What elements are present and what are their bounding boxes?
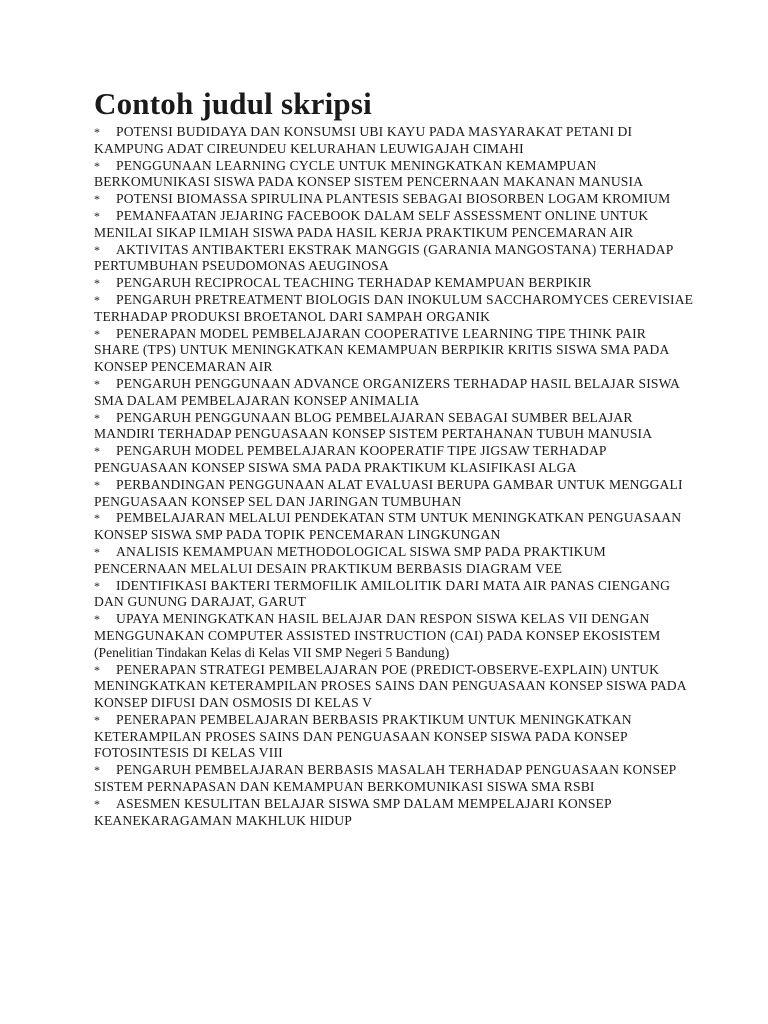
list-item: * ASESMEN KESULITAN BELAJAR SISWA SMP DALAM MEMPELAJARI KONSEP KEANEKARAGAMAN MAKHLUK HIDUP xyxy=(94,795,612,828)
bullet-star-icon: * xyxy=(94,376,101,391)
bullet-star-icon: * xyxy=(94,125,101,139)
bullet-star-icon: * xyxy=(94,158,101,173)
bullet-star-icon: * xyxy=(94,544,101,559)
bullet-star-icon: * xyxy=(94,612,101,627)
list-item: * PENGARUH PEMBELAJARAN BERBASIS MASALAH TERHADAP PENGUASAAN KONSEP SISTEM PERNAPASAN DAN KEMAMPUAN BERKOMUNIKASI SISWA SMA RSBI xyxy=(94,762,676,795)
list-item: * PENERAPAN STRATEGI PEMBELAJARAN POE (PREDICT-OBSERVE-EXPLAIN) UNTUK MENINGKATKAN KETERAMPILAN PROSES SAINS DAN PENGUASAAN KONSEP SISWA PADA KONSEP DIFUSI DAN OSMOSIS DI KELAS V xyxy=(94,661,686,711)
list-item: * PENGARUH RECIPROCAL TEACHING TERHADAP KEMAMPUAN BERPIKIR xyxy=(94,275,592,291)
list-item: * PENGARUH MODEL PEMBELAJARAN KOOPERATIF TIPE JIGSAW TERHADAP PENGUASAAN KONSEP SISWA SMA PADA PRAKTIKUM KLASIFIKASI ALGA xyxy=(94,443,607,475)
bullet-star-icon: * xyxy=(94,292,101,307)
list-item: * ANALISIS KEMAMPUAN METHODOLOGICAL SISWA SMP PADA PRAKTIKUM PENCERNAAN MELALUI DESAIN PRAKTIKUM BERBASIS DIAGRAM VEE xyxy=(94,543,606,576)
thesis-title-list xyxy=(94,124,694,829)
list-item: * POTENSI BUDIDAYA DAN KONSUMSI UBI KAYU PADA MASYARAKAT PETANI DI KAMPUNG ADAT CIREUNDEU KELURAHAN LEUWIGAJAH CIMAHI xyxy=(94,124,633,156)
list-item: * PEMANFAATAN JEJARING FACEBOOK DALAM SELF ASSESSMENT ONLINE UNTUK MENILAI SIKAP ILMIAH SISWA PADA HASIL KERJA PRAKTIKUM PENCEMARAN AIR xyxy=(94,207,649,240)
bullet-star-icon: * xyxy=(94,578,101,593)
list-item: * PENGARUH PENGGUNAAN ADVANCE ORGANIZERS TERHADAP HASIL BELAJAR SISWA SMA DALAM PEMBELAJARAN KONSEP ANIMALIA xyxy=(94,375,680,408)
bullet-star-icon: * xyxy=(94,444,101,459)
list-item: * IDENTIFIKASI BAKTERI TERMOFILIK AMILOLITIK DARI MATA AIR PANAS CIENGANG DAN GUNUNG DARAJAT, GARUT xyxy=(94,577,671,610)
list-item: * PENGARUH PRETREATMENT BIOLOGIS DAN INOKULUM SACCHAROMYCES CEREVISIAE TERHADAP PRODUKSI BROETANOL DARI SAMPAH ORGANIK xyxy=(94,291,694,324)
bullet-star-icon: * xyxy=(94,662,101,677)
page-title: Contoh judul skripsi xyxy=(94,86,372,121)
research-note: (Penelitian Tindakan Kelas di Kelas VII SMP Negeri 5 Bandung) xyxy=(94,644,450,660)
bullet-star-icon: * xyxy=(94,326,101,341)
list-item: * PENERAPAN PEMBELAJARAN BERBASIS PRAKTIKUM UNTUK MENINGKATKAN KETERAMPILAN PROSES SAINS DAN PENGUASAAN KONSEP SISWA PADA KONSEP FOTOSINTESIS DI KELAS VIII xyxy=(94,711,632,761)
list-item: * AKTIVITAS ANTIBAKTERI EKSTRAK MANGGIS (GARANIA MANGOSTANA) TERHADAP PERTUMBUHAN PSEUDOMONAS AEUGINOSA xyxy=(94,241,673,274)
bullet-star-icon: * xyxy=(94,763,101,778)
bullet-star-icon: * xyxy=(94,477,101,492)
list-item: * PERBANDINGAN PENGGUNAAN ALAT EVALUASI BERUPA GAMBAR UNTUK MENGGALI PENGUASAAN KONSEP SEL DAN JARINGAN TUMBUHAN xyxy=(94,476,683,509)
list-item: * PENERAPAN MODEL PEMBELAJARAN COOPERATIVE LEARNING TIPE THINK PAIR SHARE (TPS) UNTUK MENINGKATKAN KEMAMPUAN BERPIKIR KRITIS SISWA SMA PADA KONSEP PENCEMARAN AIR xyxy=(94,325,669,375)
list-item: * PENGARUH PENGGUNAAN BLOG PEMBELAJARAN SEBAGAI SUMBER BELAJAR MANDIRI TERHADAP PENGUASAAN KONSEP SISTEM PERTAHANAN TUBUH MANUSIA xyxy=(94,409,653,442)
list-item: * UPAYA MENINGKATKAN HASIL BELAJAR DAN RESPON SISWA KELAS VII DENGAN MENGGUNAKAN COMPUTER ASSISTED INSTRUCTION (CAI) PADA KONSEP EKOSISTEM xyxy=(94,611,661,643)
list-item: * PEMBELAJARAN MELALUI PENDEKATAN STM UNTUK MENINGKATKAN PENGUASAAN KONSEP SISWA SMP PADA TOPIK PENCEMARAN LINGKUNGAN xyxy=(94,510,682,543)
bullet-star-icon: * xyxy=(94,208,101,223)
list-item: * POTENSI BIOMASSA SPIRULINA PLANTESIS SEBAGAI BIOSORBEN LOGAM KROMIUM xyxy=(94,191,671,207)
bullet-star-icon: * xyxy=(94,796,101,811)
list-item: * PENGGUNAAN LEARNING CYCLE UNTUK MENINGKATKAN KEMAMPUAN BERKOMUNIKASI SISWA PADA KONSEP SISTEM PENCERNAAN MAKANAN MANUSIA xyxy=(94,157,644,190)
bullet-star-icon: * xyxy=(94,712,101,727)
bullet-star-icon: * xyxy=(94,276,101,291)
document-page xyxy=(94,84,694,829)
bullet-star-icon: * xyxy=(94,192,101,207)
bullet-star-icon: * xyxy=(94,410,101,425)
bullet-star-icon: * xyxy=(94,511,101,526)
bullet-star-icon: * xyxy=(94,242,101,257)
